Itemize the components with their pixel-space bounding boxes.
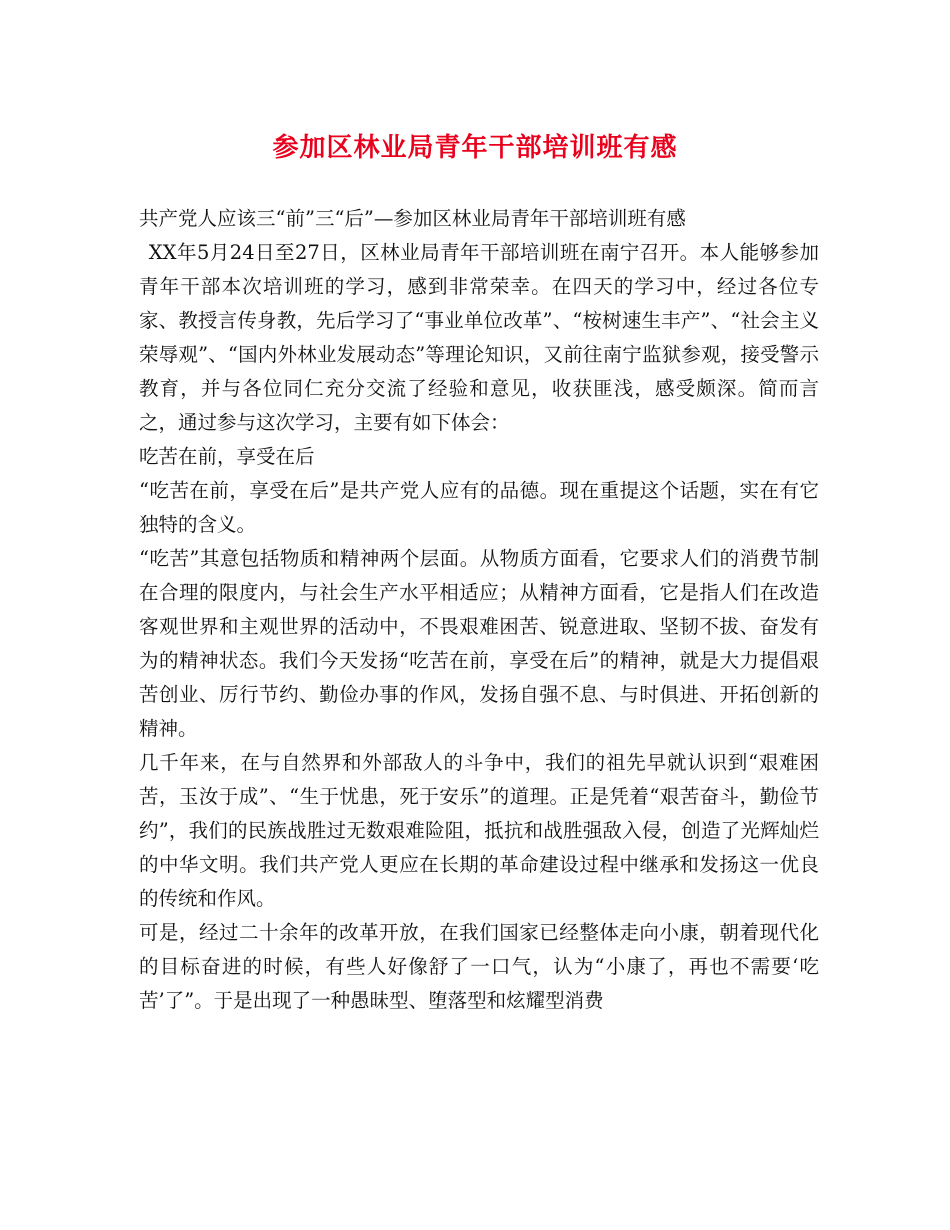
paragraph: “吃苦在前，享受在后”是共产党人应有的品德。现在重提这个话题，实在有它独特的含义。 (139, 479, 819, 536)
paragraph-subtitle: 共产党人应该三“前”三“后”—参加区林业局青年干部培训班有感 (139, 207, 686, 230)
paragraph: 可是，经过二十余年的改革开放，在我们国家已经整体走向小康，朝着现代化的目标奋进的时候，有些人好像舒了一口气，认为“小康了，再也不需要‘吃苦’了”。于是出现了一种愚昧型、堕落型和炫耀型消费 (139, 921, 819, 1012)
section-heading: 吃苦在前，享受在后 (139, 445, 315, 468)
document-body (139, 202, 819, 1018)
paragraph: 几千年来，在与自然界和外部敌人的斗争中，我们的祖先早就认识到“艰难困苦，玉汝于成”、“生于忧患，死于安乐”的道理。正是凭着“艰苦奋斗，勤俭节约”，我们的民族战胜过无数艰难险阻，抵抗和战胜强敌入侵，创造了光辉灿烂的中华文明。我们共产党人更应在长期的革命建设过程中继承和发扬这一优良的传统和作风。 (139, 751, 819, 910)
document-title: 参加区林业局青年干部培训班有感 (272, 133, 678, 163)
paragraph: “吃苦”其意包括物质和精神两个层面。从物质方面看，它要求人们的消费节制在合理的限度内，与社会生产水平相适应；从精神方面看，它是指人们在改造客观世界和主观世界的活动中，不畏艰难困苦、锐意进取、坚韧不拔、奋发有为的精神状态。我们今天发扬“吃苦在前，享受在后”的精神，就是大力提倡艰苦创业、厉行节约、勤俭办事的作风，发扬自强不息、与时俱进、开拓创新的精神。 (139, 547, 819, 740)
paragraph-intro: XX年5月24日至27日，区林业局青年干部培训班在南宁召开。本人能够参加青年干部本次培训班的学习，感到非常荣幸。在四天的学习中，经过各位专家、教授言传身教，先后学习了“事业单位改革”、“桉树速生丰产”、“社会主义荣辱观”、“国内外林业发展动态”等理论知识，又前往南宁监狱参观，接受警示教育，并与各位同仁充分交流了经验和意见，收获匪浅，感受颇深。简而言之，通过参与这次学习，主要有如下体会： (139, 241, 819, 434)
